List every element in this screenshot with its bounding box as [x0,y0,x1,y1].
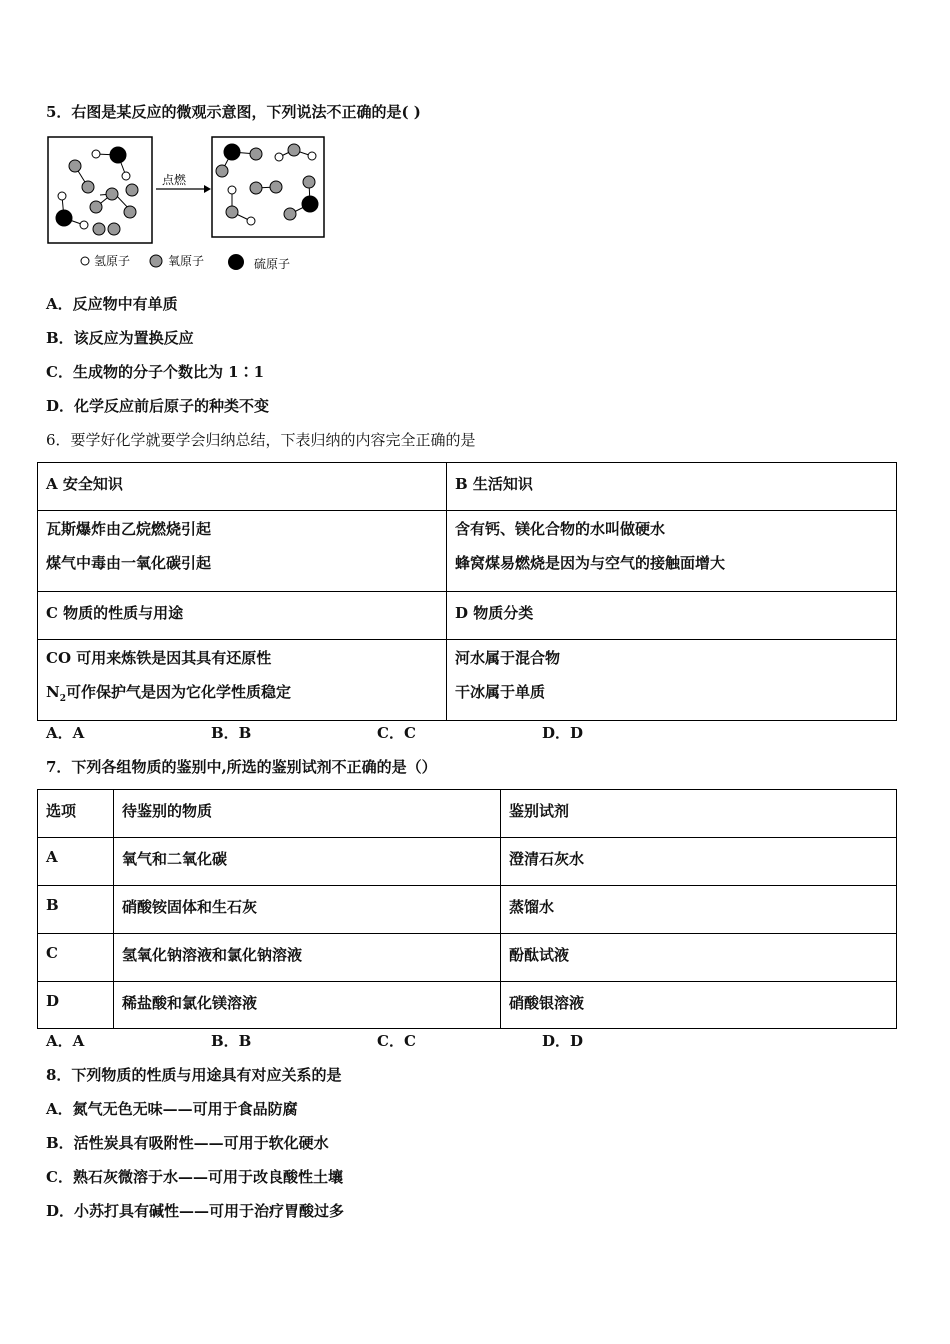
q7-choice-a: A．A [46,1032,85,1050]
q6-stem: 6．要学好化学就要学会归纳总结，下表归纳的内容完全正确的是 [46,431,476,449]
n2-symbol: N [46,683,60,701]
n2-subscript: 2 [59,694,66,704]
table-row [38,838,897,886]
q8-option-d: D．小苏打具有碱性——可用于治疗胃酸过多 [46,1202,345,1220]
q6-choices [46,723,583,743]
q7-row-label: A [38,838,114,886]
q6-d-content [447,640,897,721]
q7-row-substances: 稀盐酸和氯化镁溶液 [114,982,501,1029]
q6-d-title: D 物质分类 [447,592,897,640]
q7-row-substances: 硝酸铵固体和生石灰 [114,886,501,934]
q6-b-line: 蜂窝煤易燃烧是因为与空气的接触面增大 [455,554,726,572]
q7-stem: 7．下列各组物质的鉴别中,所选的鉴别试剂不正确的是（） [46,758,437,776]
sulfur-legend-icon [228,254,244,270]
legend-hydrogen: 氢原子 [94,254,131,268]
q5-stem: 5．右图是某反应的微观示意图，下列说法不正确的是( ) [46,103,421,121]
q6-c-line: CO 可用来炼铁是因其具有还原性 [46,649,272,667]
q6-b-title: B 生活知识 [447,463,897,511]
q6-b-content [447,511,897,592]
q7-row-reagent: 酚酞试液 [501,934,897,982]
hydrogen-legend-icon [81,257,89,265]
q6-c-line-n2 [46,682,438,709]
table-row [38,886,897,934]
q7-row-label: D [38,982,114,1029]
q8-option-a: A．氮气无色无味——可用于食品防腐 [46,1100,298,1118]
q8-option-b: B．活性炭具有吸附性——可用于软化硬水 [46,1134,329,1152]
q8-option-c: C．熟石灰微溶于水——可用于改良酸性土壤 [46,1168,343,1186]
q6-a-title: A 安全知识 [38,463,447,511]
diagram-legend [81,254,290,271]
q6-choice-d: D．D [542,724,584,742]
q6-b-line: 含有钙、镁化合物的水叫做硬水 [455,520,666,538]
q6-a-line: 瓦斯爆炸由乙烷燃烧引起 [46,520,212,538]
q6-d-line: 河水属于混合物 [455,649,561,667]
q6-d-line: 干冰属于单质 [455,683,546,701]
q5-option-c: C．生成物的分子个数比为 1∶1 [46,363,265,381]
q6-choice-b: B．B [211,724,252,742]
q7-choice-d: D．D [542,1032,584,1050]
q7-choice-c: C．C [377,1032,416,1050]
n2-text: 可作保护气是因为它化学性质稳定 [65,683,291,701]
q7-choices [46,1031,583,1051]
q5-option-d: D．化学反应前后原子的种类不变 [46,397,270,415]
q7-row-substances: 氢氧化钠溶液和氯化钠溶液 [114,934,501,982]
q7-choice-b: B．B [211,1032,252,1050]
legend-sulfur: 硫原子 [254,257,291,271]
q7-row-label: B [38,886,114,934]
q7-row-substances: 氧气和二氧化碳 [114,838,501,886]
reactant-molecules [56,147,138,235]
q7-header-option: 选项 [38,790,114,838]
q7-table [37,789,897,1029]
arrow-label: 点燃 [162,173,187,187]
legend-oxygen: 氧原子 [168,254,205,268]
reaction-diagram [44,132,334,277]
q6-c-title: C 物质的性质与用途 [38,592,447,640]
q6-choice-a: A．A [46,724,85,742]
q6-table [37,462,897,721]
q8-stem: 8．下列物质的性质与用途具有对应关系的是 [46,1066,342,1084]
q7-row-reagent: 澄清石灰水 [501,838,897,886]
table-row [38,982,897,1029]
q7-header-reagent: 鉴别试剂 [501,790,897,838]
q7-row-reagent: 蒸馏水 [501,886,897,934]
q6-a-line: 煤气中毒由一氧化碳引起 [46,554,212,572]
q5-option-b: B．该反应为置换反应 [46,329,194,347]
q6-a-content [38,511,447,592]
q7-row-label: C [38,934,114,982]
arrow-head [204,185,211,193]
q6-choice-c: C．C [377,724,416,742]
table-row [38,934,897,982]
q7-row-reagent: 硝酸银溶液 [501,982,897,1029]
q7-header-substances: 待鉴别的物质 [114,790,501,838]
q6-c-content [38,640,447,721]
oxygen-legend-icon [150,255,162,267]
product-molecules [216,144,318,225]
q5-option-a: A．反应物中有单质 [46,295,178,313]
